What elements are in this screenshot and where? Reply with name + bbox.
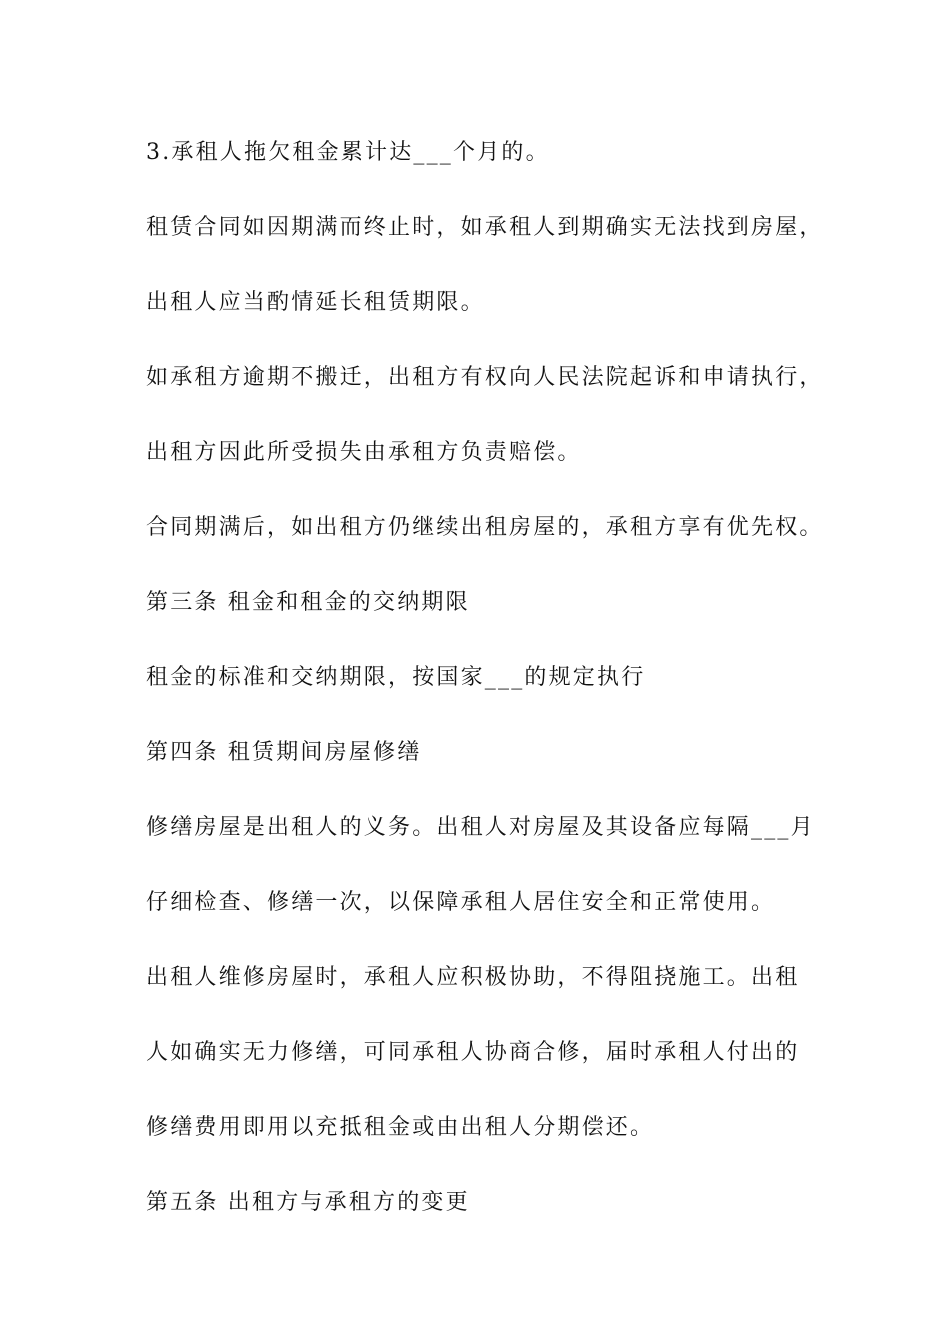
- paragraph-line: 租赁合同如因期满而终止时，如承租人到期确实无法找到房屋，: [146, 215, 824, 240]
- paragraph-line: 仔细检查、修缮一次，以保障承租人居住安全和正常使用。: [146, 890, 776, 915]
- paragraph-line: 如承租方逾期不搬迁，出租方有权向人民法院起诉和申请执行，: [146, 365, 824, 390]
- paragraph-line: 出租人应当酌情延长租赁期限。: [146, 290, 485, 315]
- paragraph-line: 修缮费用即用以充抵租金或由出租人分期偿还。: [146, 1115, 655, 1140]
- paragraph-line: 合同期满后，如出租方仍继续出租房屋的，承租方享有优先权。: [146, 515, 824, 540]
- section-heading: 第五条 出租方与承租方的变更: [146, 1190, 470, 1215]
- section-heading: 第四条 租赁期间房屋修缮: [146, 740, 422, 765]
- paragraph-line: 3.承租人拖欠租金累计达___个月的。: [146, 140, 550, 165]
- paragraph-line: 人如确实无力修缮，可同承租人协商合修，届时承租人付出的: [146, 1040, 800, 1065]
- paragraph-line: 出租人维修房屋时，承租人应积极协助，不得阻挠施工。出租: [146, 965, 800, 990]
- paragraph-line: 出租方因此所受损失由承租方负责赔偿。: [146, 440, 582, 465]
- section-heading: 第三条 租金和租金的交纳期限: [146, 590, 470, 615]
- paragraph-line: 租金的标准和交纳期限，按国家___的规定执行: [146, 665, 646, 690]
- paragraph-line: 修缮房屋是出租人的义务。出租人对房屋及其设备应每隔___月: [146, 815, 815, 840]
